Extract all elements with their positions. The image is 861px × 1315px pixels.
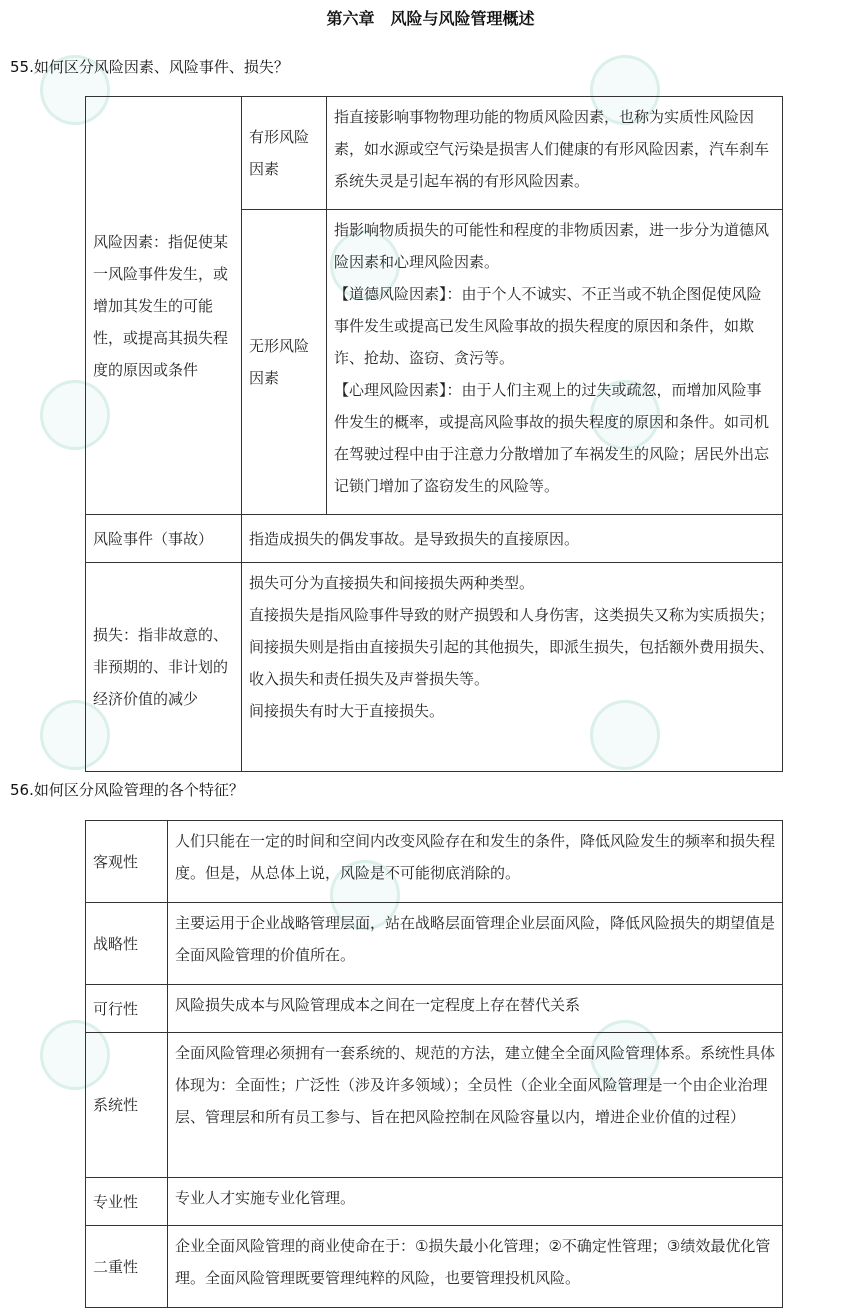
intangible-risk-factor-label: 无形风险因素 (242, 210, 327, 515)
feature-desc: 主要运用于企业战略管理层面，站在战略层面管理企业层面风险，降低风险损失的期望值是全面风险管理的价值所在。 (168, 903, 783, 985)
page-title: 第六章 风险与风险管理概述 (326, 9, 535, 28)
feature-label: 客观性 (86, 821, 168, 903)
loss-desc-line: 间接损失则是指由直接损失引起的其他损失，即派生损失，包括额外费用损失、收入损失和责任损失及声誉损失等。 (249, 638, 775, 688)
question-55: 55.如何区分风险因素、风险事件、损失？ (10, 58, 289, 76)
loss-desc-line: 直接损失是指风险事件导致的财产损毁和人身伤害，这类损失又称为实质损失； (249, 606, 775, 624)
moral-risk-factor-desc: 【道德风险因素】：由于个人不诚实、不正当或不轨企图促使风险事件发生或提高已发生风险事故的损失程度的原因和条件，如欺诈、抢劫、盗窃、贪污等。 (334, 285, 762, 367)
feature-label: 专业性 (86, 1178, 168, 1226)
tangible-risk-factor-desc: 指直接影响事物物理功能的物质风险因素，也称为实质性风险因素，如水源或空气污染是损害人们健康的有形风险因素，汽车刹车系统失灵是引起车祸的有形风险因素。 (327, 97, 783, 210)
intangible-risk-factor-desc (327, 210, 783, 515)
loss-desc (242, 563, 783, 772)
feature-label: 可行性 (86, 985, 168, 1033)
feature-label: 战略性 (86, 903, 168, 985)
risk-event-desc: 指造成损失的偶发事故。是导致损失的直接原因。 (242, 515, 783, 563)
loss-desc-line: 间接损失有时大于直接损失。 (249, 702, 445, 720)
feature-desc: 专业人才实施专业化管理。 (168, 1178, 783, 1226)
psychological-risk-factor-desc: 【心理风险因素】：由于人们主观上的过失或疏忽，而增加风险事件发生的概率，或提高风险事故的损失程度的原因和条件。如司机在驾驶过程中由于注意力分散增加了车祸发生的风险；居民外出忘记锁门增加了盗窃发生的风险等。 (334, 381, 770, 495)
risk-factor-label: 风险因素：指促使某一风险事件发生，或增加其发生的可能性，或提高其损失程度的原因或条件 (86, 97, 242, 515)
risk-event-label: 风险事件（事故） (86, 515, 242, 563)
feature-label: 二重性 (86, 1226, 168, 1308)
loss-label: 损失：指非故意的、非预期的、非计划的经济价值的减少 (86, 563, 242, 772)
intangible-desc-intro: 指影响物质损失的可能性和程度的非物质因素，进一步分为道德风险因素和心理风险因素。 (334, 221, 770, 271)
risk-concepts-table (85, 96, 783, 772)
feature-label: 系统性 (86, 1033, 168, 1178)
feature-desc: 风险损失成本与风险管理成本之间在一定程度上存在替代关系 (168, 985, 783, 1033)
feature-desc: 人们只能在一定的时间和空间内改变风险存在和发生的条件，降低风险发生的频率和损失程度。但是，从总体上说，风险是不可能彻底消除的。 (168, 821, 783, 903)
loss-desc-line: 损失可分为直接损失和间接损失两种类型。 (249, 574, 535, 592)
tangible-risk-factor-label: 有形风险因素 (242, 97, 327, 210)
risk-management-features-table (85, 820, 783, 1308)
feature-desc: 企业全面风险管理的商业使命在于：①损失最小化管理；②不确定性管理；③绩效最优化管理。全面风险管理既要管理纯粹的风险，也要管理投机风险。 (168, 1226, 783, 1308)
question-56: 56.如何区分风险管理的各个特征？ (10, 781, 244, 799)
feature-desc: 全面风险管理必须拥有一套系统的、规范的方法，建立健全全面风险管理体系。系统性具体体现为：全面性；广泛性（涉及许多领域）；全员性（企业全面风险管理是一个由企业治理层、管理层和所有员工参与、旨在把风险控制在风险容量以内，增进企业价值的过程） (168, 1033, 783, 1178)
